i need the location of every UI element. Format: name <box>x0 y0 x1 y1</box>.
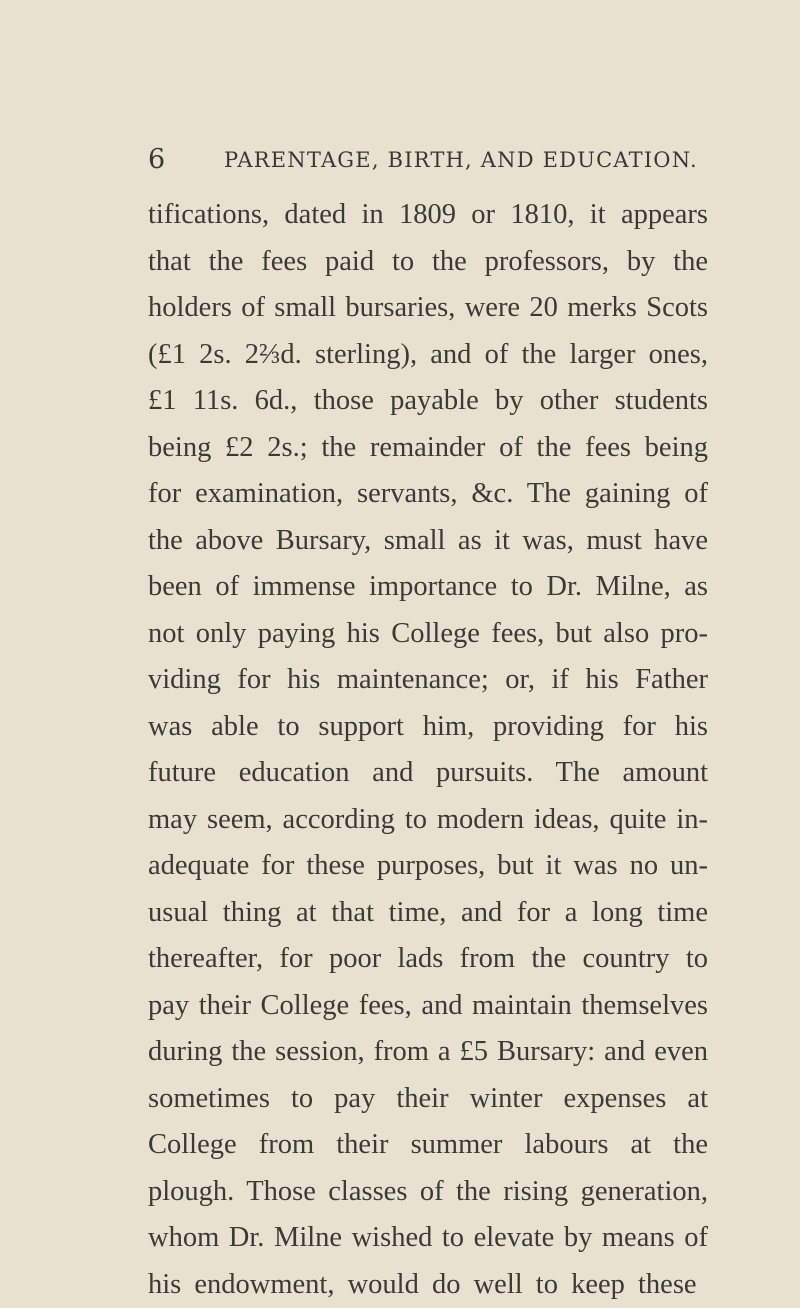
text-line: plough. Those classes of the rising generation, <box>148 1175 708 1207</box>
text-line: that the fees paid to the professors, by the <box>148 245 708 277</box>
text-line: (£1 2s. 2⅔d. sterling), and of the larger ones, <box>148 338 708 370</box>
text-line: future education and pursuits. The amount <box>148 757 708 788</box>
text-line: been of immense importance to Dr. Milne, as <box>148 571 708 602</box>
text-line: his endowment, would do well to keep these <box>148 1268 697 1300</box>
text-line: adequate for these purposes, but it was no un- <box>148 850 708 881</box>
text-line: being £2 2s.; the remainder of the fees being <box>148 431 708 463</box>
text-line: the above Bursary, small as it was, must have <box>148 524 708 556</box>
text-line: sometimes to pay their winter expenses at <box>148 1082 708 1114</box>
text-line: whom Dr. Milne wished to elevate by means of <box>148 1222 708 1253</box>
text-line: not only paying his College fees, but also pro- <box>148 617 708 649</box>
text-line: for examination, servants, &c. The gaining of <box>148 478 708 509</box>
text-line: thereafter, for poor lads from the country to <box>148 943 708 974</box>
text-line: holders of small bursaries, were 20 merks Scots <box>148 292 708 323</box>
page-number: 6 <box>148 144 166 175</box>
text-line: viding for his maintenance; or, if his Father <box>148 664 708 695</box>
text-line: usual thing at that time, and for a long time <box>148 896 708 928</box>
body-text <box>148 192 708 1308</box>
text-line: College from their summer labours at the <box>148 1129 708 1160</box>
text-line: during the session, from a £5 Bursary: and even <box>148 1036 708 1067</box>
text-line: was able to support him, providing for his <box>148 710 708 742</box>
text-line: may seem, according to modern ideas, quite in- <box>148 803 708 835</box>
text-line: £1 11s. 6d., those payable by other students <box>148 385 708 416</box>
text-line: pay their College fees, and maintain themselves <box>148 989 708 1021</box>
text-line: tifications, dated in 1809 or 1810, it appears <box>148 199 708 230</box>
page-header <box>148 140 748 180</box>
running-head: PARENTAGE, BIRTH, AND EDUCATION. <box>224 148 698 172</box>
